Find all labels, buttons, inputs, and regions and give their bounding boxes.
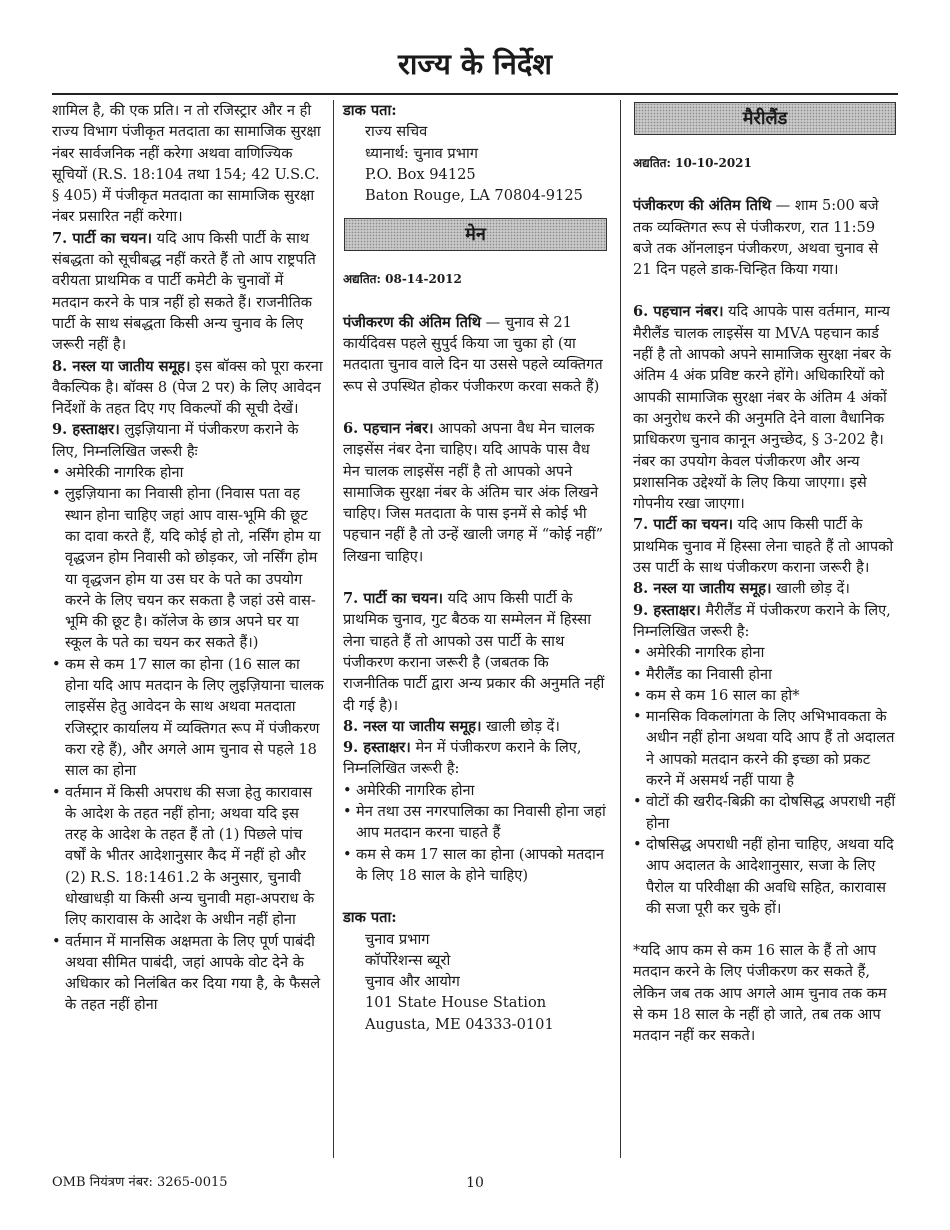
page-number: 10 [466,1175,484,1191]
address-line: Augusta, ME 04333-0101 [365,1015,554,1033]
omb-control-number: OMB नियंत्रण नंबर: 3265-0015 [52,1175,228,1190]
section-text: लुइज़ियाना में पंजीकरण कराने के लिए, निम्नलिखित जरूरी हैः [52,421,299,460]
state-banner-maryland: मैरीलैंड [634,102,896,135]
address-line: चुनाव प्रभाग [365,930,430,948]
section-text: इस बॉक्स को पूरा करना वैकल्पिक है। बॉक्स 8 (पेज 2 पर) के लिए आवेदन निर्देशों के तहत दिए गए विकल्पों की सूची देखें। [52,357,323,418]
address-line: चुनाव और आयोग [365,973,460,991]
section-heading: 9. हस्ताक्षर। [52,421,120,439]
maryland-signature-section [633,600,898,643]
updated-date: अद्यतित: 10-10-2021 [633,156,752,170]
section-text: यदि आप किसी पार्टी के साथ संबद्धता को सूचीबद्ध नहीं करते हैं तो आप राष्ट्रपति वरीयता प्राथमिक व पार्टी कमेटी के चुनावों में मतदान करने के पात्र नहीं हो सकते हैं। राजनीतिक पार्टी के साथ संबद्धता किसी अन्य चुनाव के लिए जरूरी नहीं है। [52,229,316,354]
section-text: यदि आप किसी पार्टी के प्राथमिक चुनाव में हिस्सा लेना चाहते हैं तो आपको उस पार्टी के साथ पंजीकरण कराना जरूरी है। [633,516,894,577]
list-item: • वर्तमान में मानसिक अक्षमता के लिए पूर्ण पाबंदी अथवा सीमित पाबंदी, जहां आपके वोट देने के अधिकार को निलंबित कर दिया गया है, के फैसले के तहत नहीं होना [52,931,324,1016]
list-item: • मानसिक विकलांगता के लिए अभिभावकता के अधीन नहीं होना अथवा यदि आप हैं तो अदालत ने आपको मतदान करने की इच्छा को प्रकट करने में असमर्थ नहीं पाया है [633,706,898,791]
louisiana-race-section [52,356,324,420]
section-heading: 7. पार्टी का चयन। [633,516,734,534]
list-item: • अमेरिकी नागरिक होना [52,462,324,483]
maryland-requirements-list [633,642,898,919]
page-title: राज्य के निर्देश [398,47,552,81]
list-item: • वर्तमान में किसी अपराध की सजा हेतु कारावास के आदेश के तहत नहीं होना; अथवा यदि इस तरह के आदेश के तहत हैं तो (1) पिछले पांच वर्षों के भीतर आदेशानुसार कैद में नहीं हो और (2) R.S. 18:1461.2 के अनुसार, चुनावी धोखाधड़ी या किसी अन्य चुनावी महा-अपराध के लिए कारावास के आदेश के अधीन नहीं होना [52,782,324,931]
section-heading: 6. पहचान नंबर। [343,419,434,437]
maine-deadline [343,312,609,397]
section-text: आपको अपना वैध मेन चालक लाइसेंस नंबर देना चाहिए। यदि आपके पास वैध मेन चालक लाइसेंस नहीं है तो आपको अपने सामाजिक सुरक्षा नंबर के अंतिम चार अंक लिखने चाहिए। जिस मतदाता के पास इनमें से कोई भी पहचान नहीं है तो उन्हें खाली जगह में “कोई नहीं” लिखना चाहिए। [343,419,604,565]
maine-id-section [343,418,609,567]
section-heading: पंजीकरण की अंतिम तिथि [343,313,482,331]
maryland-party-section [633,514,898,578]
mailing-address-label: डाक पता: [343,102,397,119]
maryland-race-section [633,578,898,599]
list-item: • दोषसिद्ध अपराधी नहीं होना चाहिए, अथवा यदि आप अदालत के आदेशानुसार, सजा के लिए पैरोल या परिवीक्षा की अवधि सहित, कारावास की सजा पूरी कर चुके हों। [633,834,898,919]
louisiana-column [52,100,324,1016]
section-text: — चुनाव से 21 कार्यदिवस पहले सुपुर्द किया जा चुका हो (या मतदाता चुनाव वाले दिन या उससे पहले व्यक्तिगत रूप से उपस्थित होकर पंजीकरण करवा सकते हैं) [343,313,603,395]
section-heading: 9. हस्ताक्षर। [633,601,701,619]
section-heading: 7. पार्टी का चयन। [343,590,444,608]
section-heading: पंजीकरण की अंतिम तिथि [633,197,772,215]
mailing-address-label: डाक पता: [343,909,397,927]
section-text: मैरीलैंड में पंजीकरण कराने के लिए, निम्नलिखित जरूरी है: [633,601,891,640]
section-heading: 9. हस्ताक्षर। [343,739,411,757]
list-item: • लुइज़ियाना का निवासी होना (निवास पता वह स्थान होना चाहिए जहां आप वास-भूमि की छूट का दावा करते हैं, यदि कोई हो तो, नर्सिंग होम या वृद्धजन होम निवासी को छोड़कर, जो नर्सिंग होम या वृद्धजन होम या उस घर के पते का उपयोग करने के लिए चयन कर सकता है जहां उसे वास-भूमि की छूट है। कॉलेज के छात्र अपने घर या स्कूल के पते का चयन कर सकते हैं।) [52,483,324,653]
section-heading: 8. नस्ल या जातीय समूह। [343,717,482,735]
address-line: Baton Rouge, LA 70804-9125 [365,187,583,205]
list-item: • कम से कम 17 साल का होना (आपको मतदान के लिए 18 साल के होने चाहिए) [343,844,609,887]
maine-requirements-list [343,780,609,886]
maryland-id-section [633,301,898,514]
louisiana-intro: शामिल है, की एक प्रति। न तो रजिस्ट्रार और न ही राज्य विभाग पंजीकृत मतदाता का सामाजिक सुरक्षा नंबर सार्वजनिक नहीं करेगा अथवा वाणिज्यिक सूचियों (R.S. 18:104 तथा 154; 42 U.S.C. § 405) में पंजीकृत मतदाता का सामाजिक सुरक्षा नंबर प्रसारित नहीं करेगा। [52,102,321,226]
list-item: • कम से कम 17 साल का होना (16 साल का होना यदि आप मतदान के लिए लुइज़ियाना चालक लाइसेंस हेतु आवेदन के साथ अथवा मतदाता रजिस्ट्रार कार्यालय में व्यक्तिगत रूप में पंजीकरण करा रहे हैं), और अगले आम चुनाव से पहले 18 साल का होना [52,654,324,782]
maryland-footnote: *यदि आप कम से कम 16 साल के हैं तो आप मतदान करने के लिए पंजीकरण कर सकते हैं, लेकिन जब तक आप अगले आम चुनाव तक कम से कम 18 साल के नहीं हो जाते, तब तक आप मतदान नहीं कर सकते। [633,942,887,1045]
section-text: यदि आप किसी पार्टी के प्राथमिक चुनाव, गुट बैठक या सम्मेलन में हिस्सा लेना चाहते हैं तो आपको उस पार्टी के साथ पंजीकरण कराना जरूरी है (जबतक कि राजनीतिक पार्टी द्वारा अन्य प्रकार की अनुमति नहीं दी गई है)। [343,590,605,714]
maryland-column [633,100,898,1047]
address-line: ध्यानार्थ: चुनाव प्रभाग [365,144,478,162]
list-item: • अमेरिकी नागरिक होना [633,642,898,663]
list-item: • वोटों की खरीद-बिक्री का दोषसिद्ध अपराधी नहीं होना [633,791,898,834]
address-line: कॉर्पोरेशन्स ब्यूरो [365,951,451,969]
address-line: 101 State House Station [365,994,547,1012]
state-banner-maine: मेन [344,218,607,251]
maine-signature-section [343,737,609,780]
title-rule [52,93,898,95]
section-text: खाली छोड़ दें। [481,717,560,735]
list-item: • मैरीलैंड का निवासी होना [633,664,898,685]
section-text: — शाम 5:00 बजे तक व्यक्तिगत रूप से पंजीकरण, रात 11:59 बजे तक ऑनलाइन पंजीकरण, अथवा चुनाव से 21 दिन पहले डाक-चिन्हित किया गया। [633,197,879,279]
section-heading: 8. नस्ल या जातीय समूह। [633,580,772,598]
louisiana-mailing-address [343,121,609,206]
address-line: P.O. Box 94125 [365,165,476,183]
column-divider [333,100,334,1158]
maine-mailing-address [343,929,609,1035]
section-heading: 6. पहचान नंबर। [633,303,724,321]
louisiana-party-section [52,228,324,356]
louisiana-signature-section [52,419,324,462]
column-divider [620,100,621,1158]
maine-race-section [343,716,609,737]
louisiana-requirements-list [52,462,324,1016]
list-item: • अमेरिकी नागरिक होना [343,780,609,801]
list-item: • मेन तथा उस नगरपालिका का निवासी होना जहां आप मतदान करना चाहते हैं [343,801,609,844]
maryland-deadline [633,195,898,280]
address-line: राज्य सचिव [365,123,428,141]
section-text: खाली छोड़ दें। [771,580,850,598]
section-text: यदि आपके पास वर्तमान, मान्य मैरीलैंड चालक लाइसेंस या MVA पहचान कार्ड नहीं है तो आपको अपने सामाजिक सुरक्षा नंबर के अंतिम 4 अंक प्रविष्ट करने होंगे। अधिकारियों को आपकी सामाजिक सुरक्षा नंबर के अंतिम 4 अंकों का अनुरोध करने की अनुमति देने वाला वैधानिक प्राधिकरण चुनाव कानून अनुच्छेद, § 3-202 है। नंबर का उपयोग केवल पंजीकरण और अन्य प्रशासनिक उद्देश्यों के लिए किया जाएगा। इसे गोपनीय रखा जाएगा। [633,303,891,513]
maine-column [343,100,609,1035]
section-text: मेन में पंजीकरण कराने के लिए, निम्नलिखित जरूरी है: [343,739,582,778]
section-heading: 8. नस्ल या जातीय समूह। [52,357,191,375]
section-heading: 7. पार्टी का चयन। [52,229,153,247]
updated-date: अद्यतित: 08-14-2012 [343,272,462,287]
maine-party-section [343,588,609,716]
list-item: • कम से कम 16 साल का हो* [633,685,898,706]
